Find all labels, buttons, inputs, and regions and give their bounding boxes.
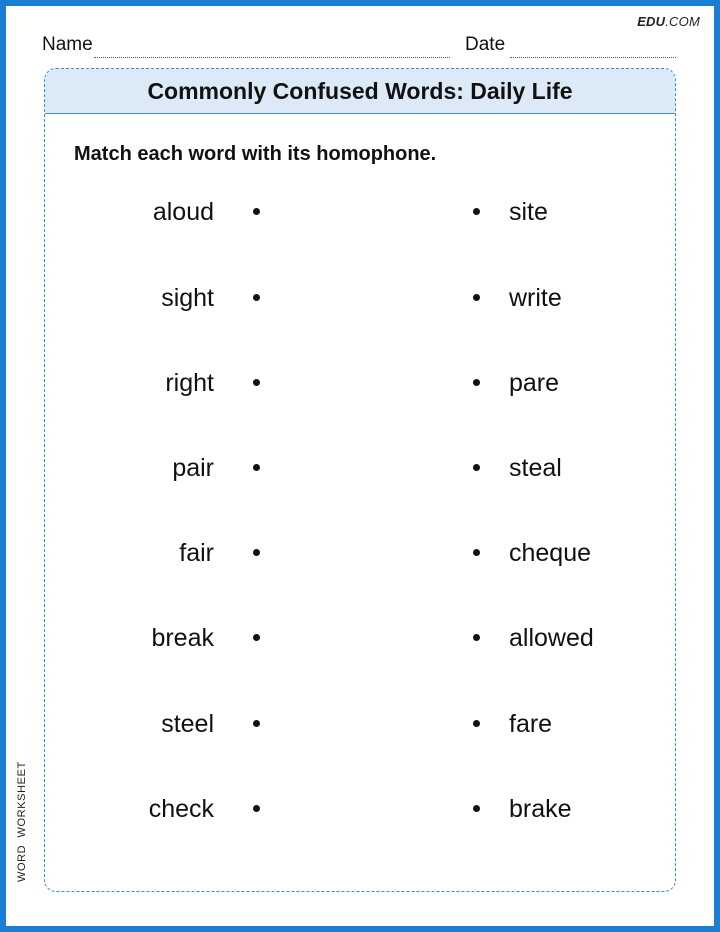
right-word: site bbox=[509, 198, 548, 226]
left-dot[interactable] bbox=[253, 805, 260, 812]
right-word: allowed bbox=[509, 624, 594, 652]
match-row bbox=[45, 366, 676, 400]
name-date-row bbox=[42, 34, 676, 58]
left-word: pair bbox=[172, 454, 214, 482]
left-dot[interactable] bbox=[253, 549, 260, 556]
left-dot[interactable] bbox=[253, 294, 260, 301]
worksheet-title: Commonly Confused Words: Daily Life bbox=[147, 77, 573, 104]
match-row bbox=[45, 195, 676, 229]
right-dot[interactable] bbox=[473, 805, 480, 812]
left-word: aloud bbox=[152, 198, 214, 226]
right-word: pare bbox=[509, 369, 560, 397]
match-row bbox=[45, 707, 676, 741]
left-word: sight bbox=[161, 284, 214, 312]
left-dot[interactable] bbox=[253, 208, 260, 215]
name-label: Name bbox=[42, 34, 93, 55]
right-dot[interactable] bbox=[473, 208, 480, 215]
right-word: write bbox=[509, 284, 562, 312]
name-field[interactable] bbox=[94, 57, 450, 58]
right-dot[interactable] bbox=[473, 549, 480, 556]
right-word: steal bbox=[509, 454, 562, 482]
worksheet-card bbox=[44, 68, 676, 892]
date-field[interactable] bbox=[510, 57, 676, 58]
brand-logo bbox=[637, 14, 700, 29]
match-row bbox=[45, 281, 676, 315]
right-dot[interactable] bbox=[473, 379, 480, 386]
instruction-text: Match each word with its homophone. bbox=[74, 143, 437, 165]
left-dot[interactable] bbox=[253, 720, 260, 727]
right-word: brake bbox=[509, 795, 572, 823]
match-row bbox=[45, 451, 676, 485]
right-dot[interactable] bbox=[473, 294, 480, 301]
left-word: steel bbox=[161, 710, 214, 738]
match-row bbox=[45, 792, 676, 826]
card-header bbox=[45, 69, 675, 114]
left-dot[interactable] bbox=[253, 464, 260, 471]
right-dot[interactable] bbox=[473, 634, 480, 641]
left-dot[interactable] bbox=[253, 634, 260, 641]
left-dot[interactable] bbox=[253, 379, 260, 386]
right-word: cheque bbox=[509, 539, 592, 567]
left-word: break bbox=[151, 624, 214, 652]
match-row bbox=[45, 536, 676, 570]
brand-logo-com: .COM bbox=[665, 14, 700, 29]
right-dot[interactable] bbox=[473, 464, 480, 471]
brand-logo-edu: EDU bbox=[637, 14, 666, 29]
right-word: fare bbox=[509, 710, 553, 738]
match-row bbox=[45, 621, 676, 655]
left-word: check bbox=[148, 795, 214, 823]
side-label: WORD WORKSHEET bbox=[16, 761, 28, 882]
date-label: Date bbox=[465, 34, 506, 55]
left-word: fair bbox=[179, 539, 214, 567]
left-word: right bbox=[165, 369, 214, 397]
right-dot[interactable] bbox=[473, 720, 480, 727]
